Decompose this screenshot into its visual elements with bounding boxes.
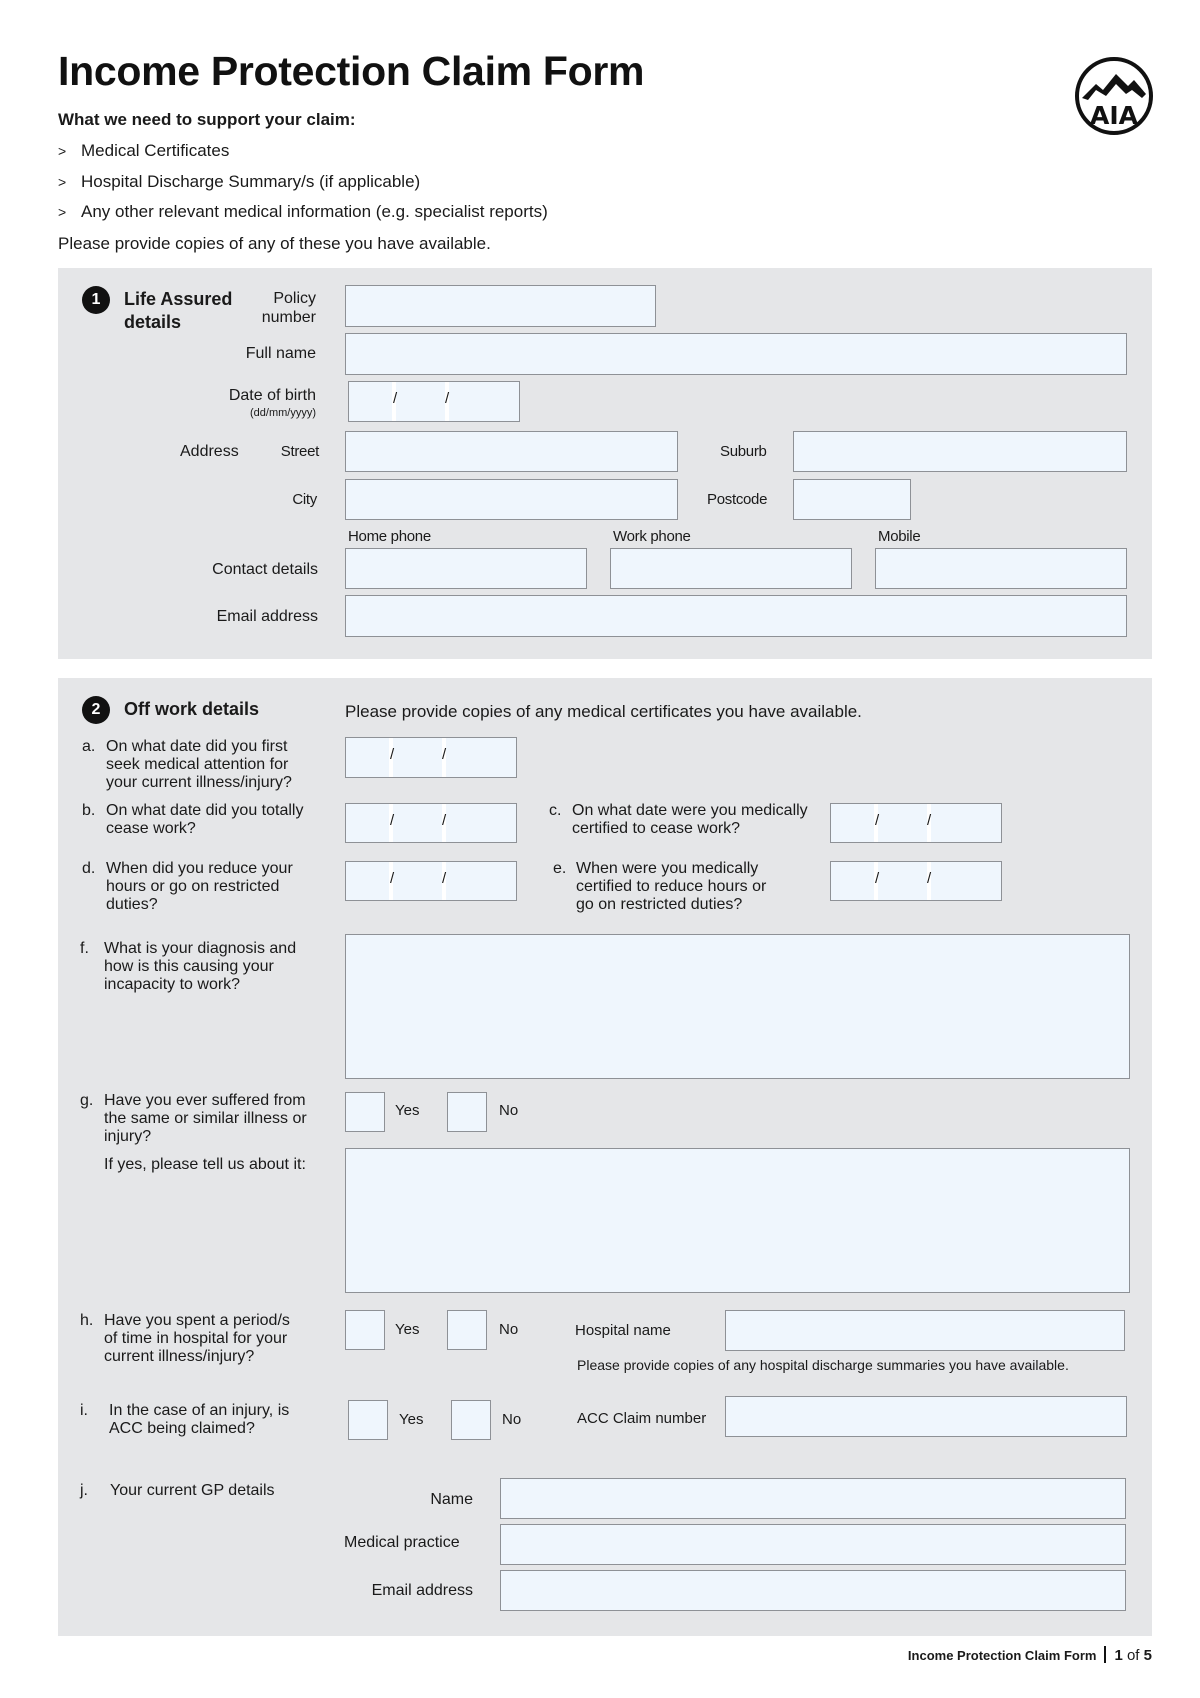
- svg-text:AIA: AIA: [1090, 101, 1138, 130]
- question-j: j. Your current GP details: [80, 1482, 275, 1499]
- requirement-item: > Hospital Discharge Summary/s (if applicable): [58, 172, 421, 191]
- section-number-badge: 2: [82, 696, 110, 724]
- address-label: Address: [180, 443, 239, 460]
- no-label: No: [502, 1411, 522, 1428]
- hospital-name-input[interactable]: [725, 1310, 1125, 1351]
- email-input[interactable]: [345, 595, 1127, 637]
- postcode-label: Postcode: [707, 491, 768, 508]
- question-f: f. What is your diagnosis and how is this causing your incapacity to work?: [80, 940, 297, 993]
- no-label: No: [499, 1321, 519, 1338]
- work-phone-input[interactable]: [610, 548, 852, 589]
- similar-illness-yes-checkbox[interactable]: [345, 1092, 385, 1132]
- mobile-label: Mobile: [878, 528, 921, 545]
- mobile-input[interactable]: [875, 548, 1127, 589]
- section-title: Off work details: [124, 699, 260, 719]
- gp-email-input[interactable]: [500, 1570, 1126, 1611]
- aia-logo: [1072, 54, 1156, 138]
- home-phone-label: Home phone: [348, 528, 431, 545]
- dob-input[interactable]: / /: [348, 381, 520, 422]
- work-phone-label: Work phone: [613, 528, 691, 545]
- question-a: a. On what date did you first seek medical attention for your current illness/injury?: [82, 738, 292, 791]
- dob-format-hint: (dd/mm/yyyy): [250, 407, 316, 419]
- similar-illness-followup-label: If yes, please tell us about it:: [104, 1156, 306, 1173]
- question-d: d. When did you reduce your hours or go on restricted duties?: [82, 860, 293, 913]
- suburb-label: Suburb: [720, 443, 767, 460]
- similar-illness-no-checkbox[interactable]: [447, 1092, 487, 1132]
- city-label: City: [292, 491, 317, 508]
- certified-cease-work-date-input[interactable]: / /: [830, 803, 1002, 843]
- no-label: No: [499, 1102, 519, 1119]
- copies-note: Please provide copies of any of these you have available.: [58, 234, 491, 253]
- full-name-input[interactable]: [345, 333, 1127, 375]
- hospital-no-checkbox[interactable]: [447, 1310, 487, 1350]
- requirements-heading: What we need to support your claim:: [58, 110, 356, 129]
- question-h: h. Have you spent a period/s of time in hospital for your current illness/injury?: [80, 1312, 290, 1365]
- page-title: Income Protection Claim Form: [58, 48, 645, 94]
- street-label: Street: [280, 443, 319, 460]
- gp-practice-label: Medical practice: [344, 1534, 460, 1551]
- gp-email-label: Email address: [371, 1582, 473, 1599]
- certified-reduce-hours-date-input[interactable]: / /: [830, 861, 1002, 901]
- chevron-right-icon: >: [58, 143, 67, 159]
- question-g: g. Have you ever suffered from the same or similar illness or injury?: [80, 1092, 307, 1145]
- similar-illness-textarea[interactable]: [345, 1148, 1130, 1293]
- requirement-item: > Medical Certificates: [58, 141, 230, 160]
- cease-work-date-input[interactable]: / /: [345, 803, 517, 843]
- hospital-discharge-note: Please provide copies of any hospital discharge summaries you have available.: [577, 1357, 1069, 1373]
- postcode-input[interactable]: [793, 479, 911, 520]
- chevron-right-icon: >: [58, 204, 67, 220]
- home-phone-input[interactable]: [345, 548, 587, 589]
- gp-name-input[interactable]: [500, 1478, 1126, 1519]
- hospital-name-label: Hospital name: [575, 1322, 671, 1339]
- gp-practice-input[interactable]: [500, 1524, 1126, 1565]
- chevron-right-icon: >: [58, 174, 67, 190]
- first-medical-attention-date-input[interactable]: / /: [345, 737, 517, 778]
- requirement-item: > Any other relevant medical information (e.g. specialist reports): [58, 202, 548, 221]
- street-input[interactable]: [345, 431, 678, 472]
- page-footer: [908, 1646, 1152, 1664]
- yes-label: Yes: [395, 1102, 420, 1119]
- yes-label: Yes: [399, 1411, 424, 1428]
- hospital-yes-checkbox[interactable]: [345, 1310, 385, 1350]
- acc-claim-number-input[interactable]: [725, 1396, 1127, 1437]
- gp-name-label: Name: [430, 1491, 473, 1508]
- question-i: i. In the case of an injury, is ACC being claimed?: [80, 1402, 290, 1437]
- question-c: c. On what date were you medically certified to cease work?: [549, 802, 808, 837]
- dob-label: Date of birth: [228, 387, 316, 404]
- page-number: 1 of 5: [1114, 1647, 1152, 1664]
- full-name-label: Full name: [245, 345, 316, 362]
- reduce-hours-date-input[interactable]: / /: [345, 861, 517, 901]
- question-e: e. When were you medically certified to reduce hours or go on restricted duties?: [553, 860, 767, 913]
- section-title: Life Assured details: [124, 289, 233, 332]
- certificates-note: Please provide copies of any medical certificates you have available.: [345, 702, 862, 721]
- section-number-badge: 1: [82, 286, 110, 314]
- policy-number-label: Policy number: [261, 290, 316, 326]
- suburb-input[interactable]: [793, 431, 1127, 472]
- email-label: Email address: [216, 608, 318, 625]
- city-input[interactable]: [345, 479, 678, 520]
- contact-details-label: Contact details: [212, 561, 318, 578]
- yes-label: Yes: [395, 1321, 420, 1338]
- policy-number-input[interactable]: [345, 285, 656, 327]
- acc-claim-number-label: ACC Claim number: [577, 1410, 707, 1427]
- acc-no-checkbox[interactable]: [451, 1400, 491, 1440]
- footer-divider: [1104, 1646, 1106, 1663]
- diagnosis-textarea[interactable]: [345, 934, 1130, 1079]
- footer-form-name: Income Protection Claim Form: [907, 1648, 1097, 1663]
- acc-yes-checkbox[interactable]: [348, 1400, 388, 1440]
- question-b: b. On what date did you totally cease work?: [82, 802, 304, 837]
